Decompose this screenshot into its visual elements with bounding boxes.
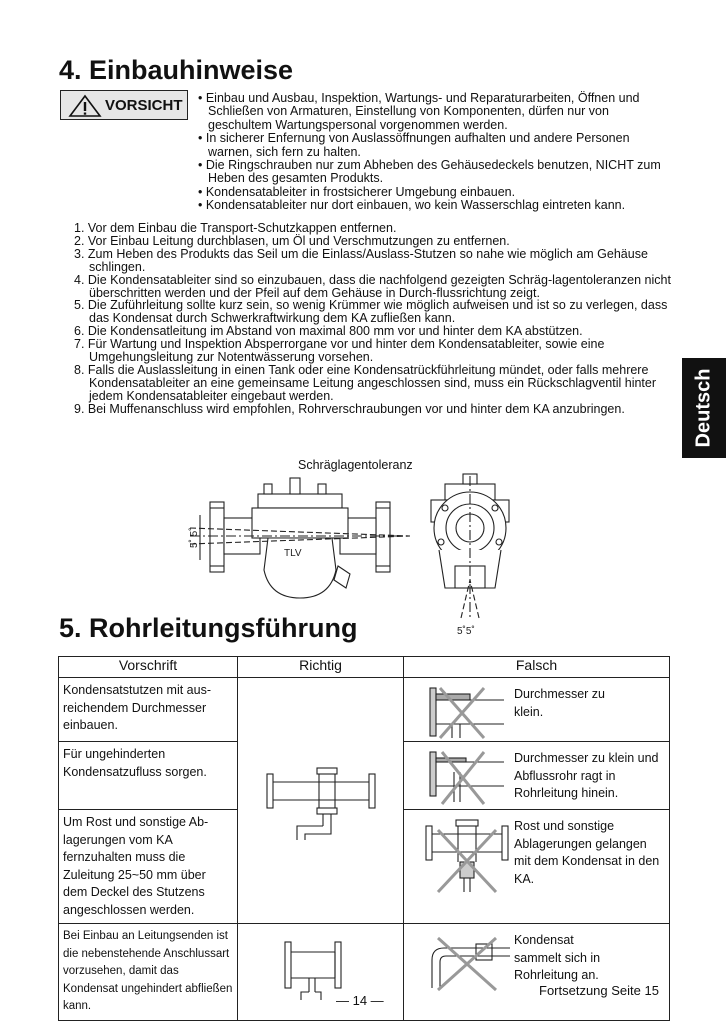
rule-text: Für ungehinderten Kondensatzufluss sorgen. [59,742,238,810]
table-row [59,678,670,742]
step-item: 8. Falls die Auslassleitung in einen Tank oder eine Kondensatrückführleitung mündet, oder falls mehrere Kondensatableiter an eine gemeinsame Leitung angeschlossen sind, muss ein Rückschlagventil hinter jedem Kondensatableiter eingebaut werden. [74,362,657,403]
column-header: Richtig [238,657,404,678]
trap-side-view-drawing [180,470,420,610]
wrong-protruding-drain-drawing [426,748,506,806]
caution-bullet: • Einbau und Ausbau, Inspektion, Wartungs- und Reparaturarbeiten, Öffnen und Schließen von Armaturen, Einstellung von Komponenten, dürfen nur von geschultem Wartungspersonal vorgenommen werden. [198,91,640,132]
side-angle-label: 5˚ 5˚ [189,527,200,548]
correct-tee-drawing [261,754,381,844]
caution-bullet: • Die Ringschrauben nur zum Abheben des Gehäusedeckels benutzen, NICHT zum Heben des gesamten Produkts. [198,158,661,186]
wrong-text: Rost und sonstige Ablagerungen gelangen mit dem Kondensat in den KA. [514,819,660,886]
piping-rules-table [58,656,670,1021]
warning-triangle-icon [67,94,103,118]
wrong-end-sag-drawing [426,934,512,992]
page-number: — 14 — [336,993,384,1008]
continued-note: Fortsetzung Seite 15 [539,983,659,998]
language-tab [682,358,726,458]
figure-title: Schräglagentoleranz [298,458,413,472]
section-4-title: 4. Einbauhinweise [59,55,294,85]
caution-bullet: • In sicherer Enfernung von Auslassöffnungen aufhalten und andere Personen warnen, sich fern zu halten. [198,131,630,159]
wrong-cell [404,810,670,924]
step-item: 5. Die Zuführleitung sollte kurz sein, so wenig Krümmer wie möglich aufweisen und ist so zu verlegen, dass das Kondensat durch Schwerkraftwirkung dem KA zufließen kann. [74,298,668,326]
wrong-small-diameter-drawing [426,684,506,740]
caution-box [60,90,188,120]
step-item: 3. Zum Heben des Produkts das Seil um die Einlass/Auslass-Stutzen so nahe wie möglich am Gehäuse schlingen. [74,246,648,274]
body-mark: TLV [284,548,302,559]
section-5-title: 5. Rohrleitungsführung [59,613,358,643]
caution-bullet: • Kondensatableiter in frostsicherer Umgebung einbauen. [198,184,516,199]
language-tab-label: Deutsch [692,368,715,448]
installation-steps [74,222,674,416]
wrong-cell [404,742,670,810]
rule-text: Um Rost und sonstige Ab-lagerungen vom KA fernzuhalten muss die Zuleitung 25~50 mm über dem Deckel des Stutzens angeschlossen werden. [59,810,238,924]
wrong-text: Durchmesser zu klein. [514,687,605,719]
table-header-row [59,657,670,678]
correct-illustration [238,678,404,924]
rule-text: Kondensatstutzen mit aus-reichendem Durchmesser einbauen. [59,678,238,742]
caution-bullet: • Kondensatableiter nur dort einbauen, wo kein Wasserschlag eintreten kann. [198,198,626,213]
bottom-angle-label: 5˚5˚ [457,626,475,637]
step-item: 1. Vor dem Einbau die Transport-Schutzkappen entfernen. [74,221,397,235]
trap-front-view-drawing [415,470,525,637]
step-item: 2. Vor Einbau Leitung durchblasen, um Öl und Verschmutzungen zu entfernen. [74,233,510,248]
wrong-text: Kondensat sammelt sich in Rohrleitung an. [514,933,601,982]
step-item: 7. Für Wartung und Inspektion Absperrorgane vor und hinter dem Kondensatableiter, sowie eine Umgehungsleitung zur Notentwässerung vorsehen. [74,337,605,365]
rule-text: Bei Einbau an Leitungsenden ist die nebenstehende Anschlussart vorzusehen, damit das Kondensat ungehindert abfließen kann. [59,924,238,1021]
step-item: 4. Die Kondensatableiter sind so einzubauen, dass die nachfolgend gezeigten Schräg-lagentoleranzen nicht überschritten werden und der Pfeil auf dem Gehäuse in Durch-flussrichtung zeigt. [74,272,671,300]
wrong-text: Durchmesser zu klein und Abflussrohr ragt in Rohrleitung hinein. [514,751,659,800]
wrong-cell [404,678,670,742]
step-item: 6. Die Kondensatleitung im Abstand von maximal 800 mm vor und hinter dem KA abstützen. [74,324,583,339]
column-header: Falsch [404,657,670,678]
wrong-bottom-connection-drawing [422,818,512,896]
caution-bullets [198,92,673,213]
step-item: 9. Bei Muffenanschluss wird empfohlen, Rohrverschraubungen vor und hinter dem KA anzubringen. [74,401,625,416]
column-header: Vorschrift [59,657,238,678]
wrong-cell [404,924,670,1021]
caution-label: VORSICHT [105,97,183,114]
